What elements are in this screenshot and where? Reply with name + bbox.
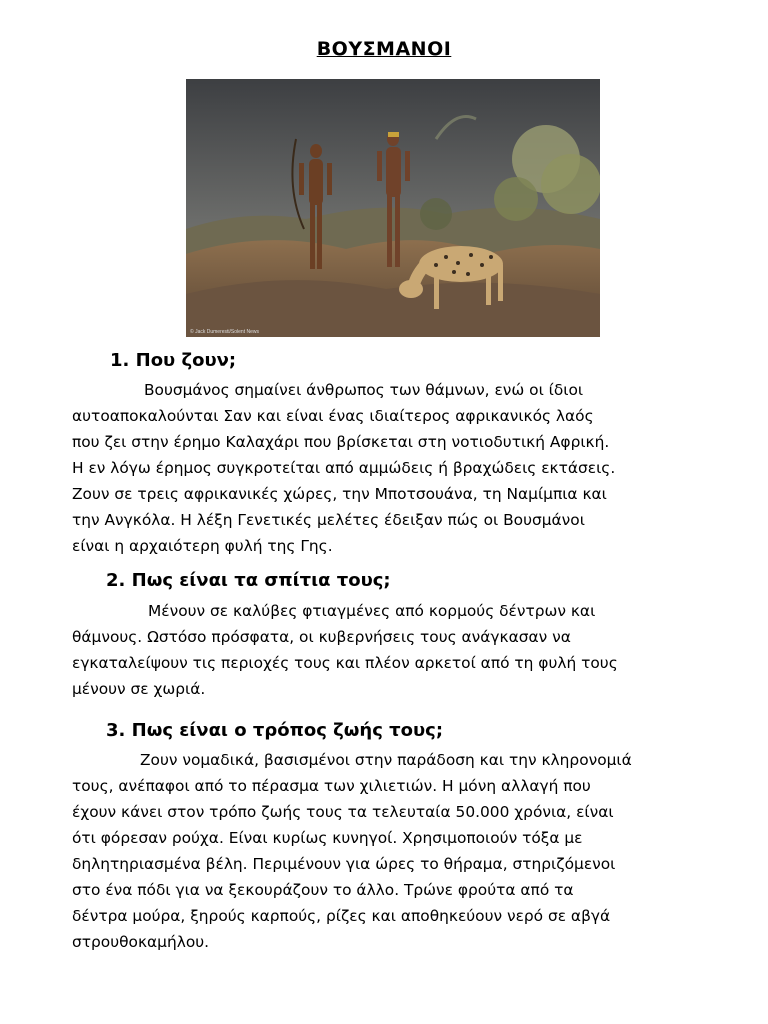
bushmen-photo bbox=[186, 79, 600, 337]
text-line: τους, ανέπαφοι από το πέρασμα των χιλιετιών. Η μόνη αλλαγή που bbox=[72, 777, 591, 795]
text-line: είναι η αρχαιότερη φυλή της Γης. bbox=[72, 537, 333, 555]
text-line: δέντρα μούρα, ξηρούς καρπούς, ρίζες και αποθηκεύουν νερό σε αβγά bbox=[72, 907, 611, 925]
text-line: αυτοαποκαλούνται Σαν και είναι ένας ιδιαίτερος αφρικανικός λαός bbox=[72, 407, 594, 425]
text-line: Ζουν νομαδικά, βασισμένοι στην παράδοση και την κληρονομιά bbox=[140, 751, 632, 769]
text-line: στο ένα πόδι για να ξεκουράζουν το άλλο. Τρώνε φρούτα από τα bbox=[72, 881, 574, 899]
section-body-3 bbox=[72, 747, 713, 955]
photo-illustration bbox=[186, 79, 600, 337]
text-line: δηλητηριασμένα βέλη. Περιμένουν για ώρες το θήραμα, στηριζόμενοι bbox=[72, 855, 616, 873]
text-line: εγκαταλείψουν τις περιοχές τους και πλέον αρκετοί από τη φυλή τους bbox=[72, 654, 618, 672]
text-line: μένουν σε χωριά. bbox=[72, 680, 206, 698]
section-heading-3: 3. Πως είναι ο τρόπος ζωής τους; bbox=[106, 720, 444, 741]
page-title: ΒΟΥΣΜΑΝΟΙ bbox=[316, 38, 452, 60]
text-line: έχουν κάνει στον τρόπο ζωής τους τα τελευταία 50.000 χρόνια, είναι bbox=[72, 803, 614, 821]
text-line: Η εν λόγω έρημος συγκροτείται από αμμώδεις ή βραχώδεις εκτάσεις. bbox=[72, 459, 616, 477]
section-heading-2: 2. Πως είναι τα σπίτια τους; bbox=[106, 570, 391, 591]
photo-credit: © Jack Dumeresti/Solent News bbox=[190, 329, 259, 335]
text-line: Μένουν σε καλύβες φτιαγμένες από κορμούς δέντρων και bbox=[148, 602, 596, 620]
text-line: Βουσμάνος σημαίνει άνθρωπος των θάμνων, ενώ οι ίδιοι bbox=[144, 381, 584, 399]
text-line: την Ανγκόλα. Η λέξη Γενετικές μελέτες έδειξαν πώς οι Βουσμάνοι bbox=[72, 511, 585, 529]
text-line: στρουθοκαμήλου. bbox=[72, 933, 210, 951]
text-line: που ζει στην έρημο Καλαχάρι που βρίσκεται στη νοτιοδυτική Αφρική. bbox=[72, 433, 610, 451]
section-body-1 bbox=[72, 377, 713, 559]
section-heading-1: 1. Που ζουν; bbox=[110, 350, 237, 371]
text-line: Ζουν σε τρεις αφρικανικές χώρες, την Μποτσουάνα, τη Ναμίμπια και bbox=[72, 485, 607, 503]
text-line: θάμνους. Ωστόσο πρόσφατα, οι κυβερνήσεις τους ανάγκασαν να bbox=[72, 628, 571, 646]
text-line: ότι φόρεσαν ρούχα. Είναι κυρίως κυνηγοί. Χρησιμοποιούν τόξα με bbox=[72, 829, 583, 847]
section-body-2 bbox=[72, 598, 713, 702]
